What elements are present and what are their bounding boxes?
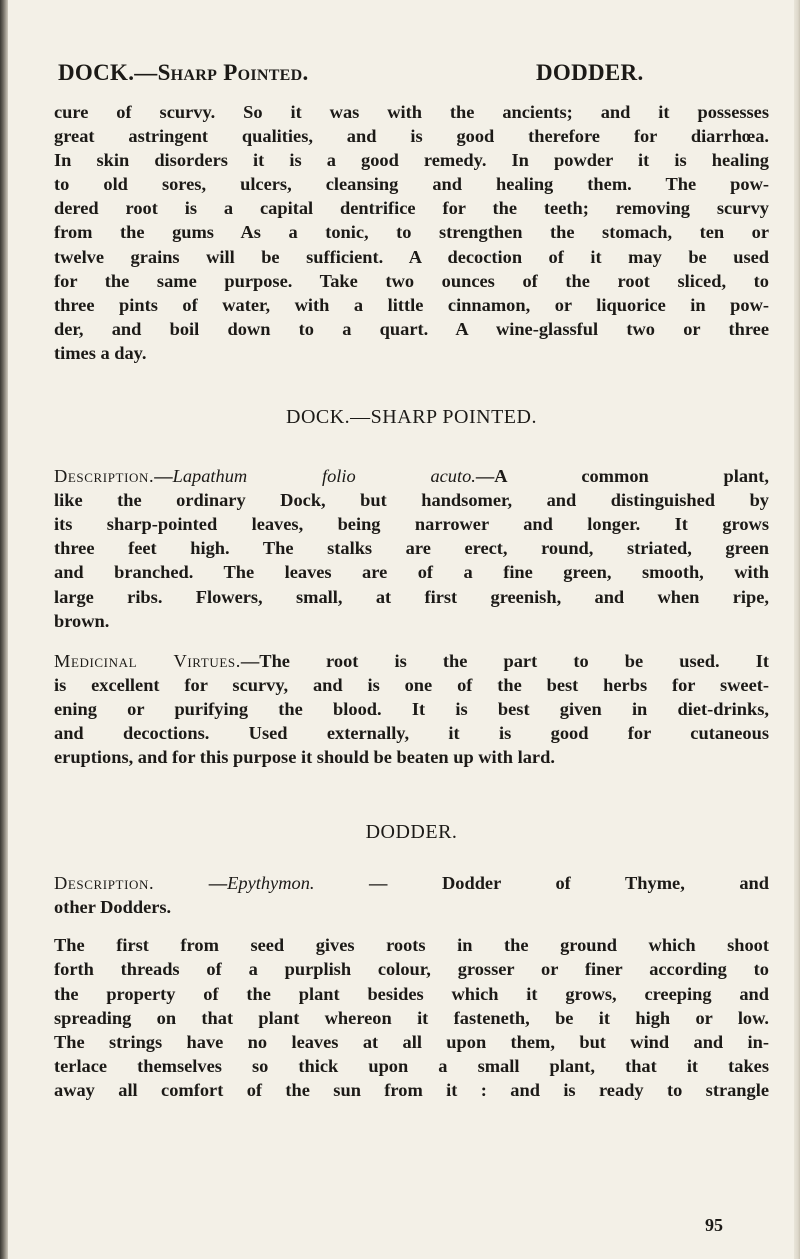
virtues-label: Medicinal Virtues.: [54, 650, 241, 671]
running-head-left-sub: Sharp Pointed.: [157, 60, 309, 85]
paragraph-line: and branched. The leaves are of a fine green, smooth, with: [54, 562, 769, 583]
running-head-right: DODDER.: [536, 60, 644, 85]
paragraph-line: ening or purifying the blood. It is best given in diet-drinks,: [54, 698, 769, 719]
paragraph-line: for the same purpose. Take two ounces of the root sliced, to: [54, 270, 769, 291]
paragraph-line: The first from seed gives roots in the ground which shoot: [54, 935, 769, 956]
paragraph-line: other Dodders.: [54, 897, 172, 918]
paragraph-line: [54, 649, 769, 673]
paragraph-line: der, and boil down to a quart. A wine-glassful two or three: [54, 318, 769, 339]
page-number: 95: [705, 1215, 723, 1235]
description-label: Description.: [54, 466, 155, 487]
section-heading-dodder: DODDER.: [365, 821, 458, 844]
book-page: [54, 60, 769, 1102]
paragraph-line: spreading on that plant whereon it fasteneth, be it high or low.: [54, 1007, 769, 1028]
dock-virtues-paragraph: [54, 649, 769, 769]
page-fore-edge: [794, 0, 800, 1259]
paragraph-line: cure of scurvy. So it was with the ancients; and it possesses: [54, 102, 769, 122]
running-head-left-main: DOCK.: [58, 60, 135, 85]
description-dash: —: [154, 466, 173, 487]
dodder-description-paragraph: [54, 871, 769, 919]
paragraph-line: brown.: [54, 610, 110, 631]
paragraph-line: The strings have no leaves at all upon them, but wind and in-: [54, 1031, 769, 1052]
dodder-paragraph: [54, 933, 769, 1102]
description-first-line: —A common plant,: [475, 466, 769, 487]
paragraph-line: three pints of water, with a little cinnamon, or liquorice in pow-: [54, 294, 769, 315]
paragraph-line: forth threads of a purplish colour, grosser or finer according to: [54, 959, 769, 980]
paragraph-line: times a day.: [54, 342, 147, 363]
paragraph-line: to old sores, ulcers, cleansing and healing them. The pow-: [54, 174, 769, 195]
paragraph-line: and decoctions. Used externally, it is good for cutaneous: [54, 722, 769, 743]
paragraph-line: large ribs. Flowers, small, at first greenish, and when ripe,: [54, 586, 769, 607]
description-first-line: — Dodder of Thyme, and: [314, 873, 769, 894]
description-dash: —: [154, 873, 228, 894]
description-label: Description.: [54, 873, 155, 894]
running-head-left-dash: —: [134, 60, 158, 85]
opening-paragraph: [54, 100, 769, 365]
page-binding-edge: [0, 0, 8, 1259]
paragraph-line: three feet high. The stalks are erect, round, striated, green: [54, 538, 769, 559]
paragraph-line: its sharp-pointed leaves, being narrower and longer. It grows: [54, 514, 769, 535]
paragraph-line: [54, 871, 769, 895]
running-head: [54, 60, 769, 94]
paragraph-line: terlace themselves so thick upon a small plant, that it takes: [54, 1055, 769, 1076]
virtues-first-line: —The root is the part to be used. It: [240, 650, 769, 671]
section-heading-dock-sharp-pointed: DOCK.—SHARP POINTED.: [286, 406, 537, 429]
paragraph-line: is excellent for scurvy, and is one of the best herbs for sweet-: [54, 674, 769, 695]
paragraph-line: twelve grains will be sufficient. A decoction of it may be used: [54, 246, 769, 267]
latin-name: Epythymon.: [227, 873, 315, 894]
paragraph-line: [54, 464, 769, 488]
paragraph-line: away all comfort of the sun from it : and is ready to strangle: [54, 1079, 769, 1100]
dock-description-paragraph: [54, 464, 769, 633]
latin-name: Lapathum folio acuto.: [172, 466, 476, 487]
paragraph-line: In skin disorders it is a good remedy. In powder it is healing: [54, 150, 769, 171]
paragraph-line: the property of the plant besides which it grows, creeping and: [54, 983, 769, 1004]
running-head-left: [58, 60, 309, 86]
paragraph-line: great astringent qualities, and is good therefore for diarrhœa.: [54, 126, 769, 147]
paragraph-line: dered root is a capital dentrifice for the teeth; removing scurvy: [54, 198, 769, 219]
paragraph-line: eruptions, and for this purpose it should be beaten up with lard.: [54, 747, 555, 768]
paragraph-line: from the gums As a tonic, to strengthen the stomach, ten or: [54, 222, 769, 243]
paragraph-line: like the ordinary Dock, but handsomer, and distinguished by: [54, 490, 769, 511]
